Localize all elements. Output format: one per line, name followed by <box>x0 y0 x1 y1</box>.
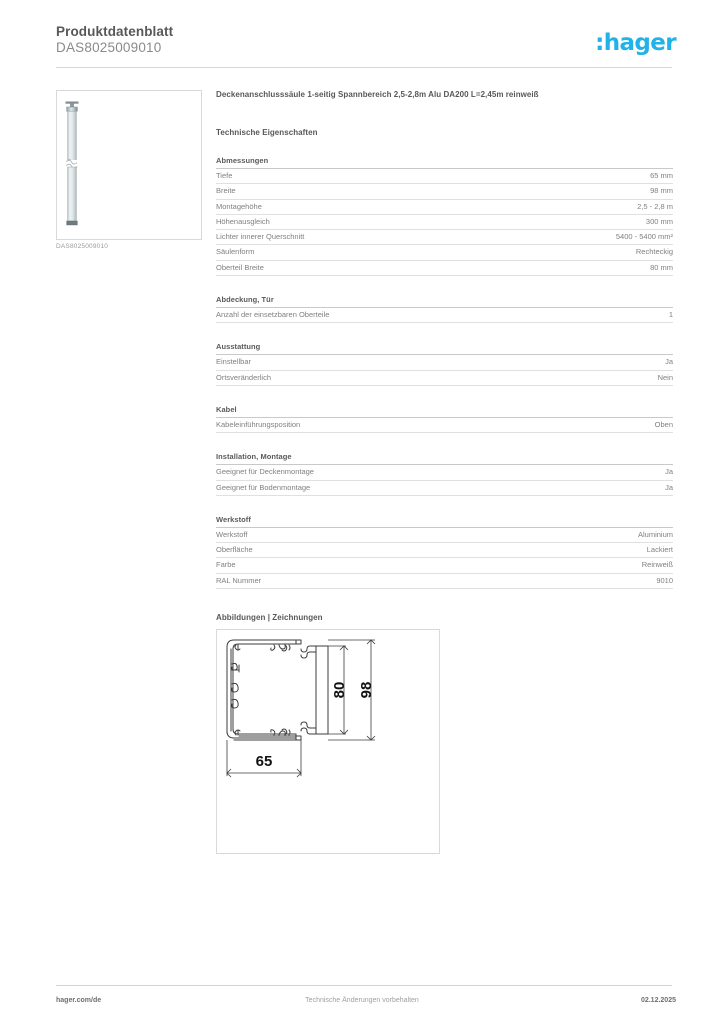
spec-row <box>216 215 673 230</box>
spec-row <box>216 371 673 386</box>
spec-group <box>216 452 673 496</box>
product-image-caption: DAS8025009010 <box>56 243 109 250</box>
main-content <box>216 90 673 854</box>
product-name: Deckenanschlusssäule 1-seitig Spannbereich 2,5-2,8m Alu DA200 L=2,45m reinweiß <box>216 90 539 99</box>
spec-value: 80 mm <box>650 262 673 272</box>
spec-value: Lackiert <box>646 545 673 555</box>
spec-row <box>216 574 673 589</box>
technical-properties-heading: Technische Eigenschaften <box>216 128 318 137</box>
spec-label: Geeignet für Bodenmontage <box>216 482 311 492</box>
spec-label: Tiefe <box>216 171 233 180</box>
spec-row <box>216 245 673 260</box>
spec-row <box>216 418 673 433</box>
spec-value: Rechteckig <box>635 247 673 257</box>
spec-group <box>216 342 673 386</box>
spec-row <box>216 169 673 184</box>
hager-logo: :hager <box>595 30 676 56</box>
spec-value: Ja <box>665 357 673 367</box>
spec-value: 300 mm <box>645 216 673 226</box>
spec-label: Geeignet für Deckenmontage <box>216 467 314 477</box>
footer-date: 02.12.2025 <box>640 997 676 1004</box>
spec-group <box>216 405 673 433</box>
spec-value: Aluminium <box>637 529 673 539</box>
spec-label: Höhenausgleich <box>216 216 270 226</box>
spec-group-title: Ausstattung <box>216 342 673 355</box>
spec-value: Ja <box>665 482 673 492</box>
spec-label: Ortsveränderlich <box>216 372 272 382</box>
spec-label: Montagehöhe <box>216 201 262 211</box>
spec-row <box>216 558 673 573</box>
spec-value: 9010 <box>656 575 673 585</box>
spec-row <box>216 355 673 370</box>
spec-value: 98 mm <box>650 186 673 196</box>
dimension-80-label: 80 <box>331 681 348 699</box>
spec-label: Oberfläche <box>216 545 253 555</box>
spec-group <box>216 156 673 276</box>
spec-group-title: Kabel <box>216 405 673 418</box>
spec-group <box>216 295 673 323</box>
spec-label: Werkstoff <box>216 529 248 539</box>
spec-group-title: Installation, Montage <box>216 452 673 465</box>
spec-row <box>216 481 673 496</box>
spec-label: Anzahl der einsetzbaren Oberteile <box>216 310 330 320</box>
spec-label: Kabeleinführungsposition <box>216 419 301 429</box>
spec-row <box>216 465 673 480</box>
spec-value: 65 mm <box>650 171 673 180</box>
spec-group-title: Abdeckung, Tür <box>216 295 673 308</box>
spec-value: Ja <box>665 467 673 477</box>
spec-label: Oberteil Breite <box>216 262 264 272</box>
spec-value: 1 <box>668 310 673 320</box>
spec-value: Reinweiß <box>641 560 673 570</box>
spec-group-title: Werkstoff <box>216 515 673 528</box>
spec-row <box>216 308 673 323</box>
product-reference: DAS8025009010 <box>56 40 162 55</box>
specification-table <box>216 156 673 589</box>
spec-row <box>216 261 673 276</box>
spec-row <box>216 528 673 543</box>
spec-label: RAL Nummer <box>216 575 262 585</box>
spec-label: Säulenform <box>216 247 255 257</box>
spec-row <box>216 200 673 215</box>
spec-group <box>216 515 673 589</box>
footer-divider <box>56 985 672 986</box>
header-divider <box>56 67 672 68</box>
product-image <box>56 90 202 240</box>
technical-drawing <box>216 629 440 854</box>
spec-row <box>216 230 673 245</box>
drawings-heading: Abbildungen | Zeichnungen <box>216 613 323 623</box>
spec-value: 2,5 - 2,8 m <box>637 201 673 211</box>
spec-label: Farbe <box>216 560 236 570</box>
spec-row <box>216 184 673 199</box>
footer-website[interactable]: hager.com/de <box>56 997 102 1004</box>
dimension-98-label: 98 <box>358 681 375 699</box>
spec-label: Breite <box>216 186 236 196</box>
product-photo-illustration <box>57 91 201 239</box>
cross-section-drawing <box>217 630 439 853</box>
footer-disclaimer: Technische Änderungen vorbehalten <box>305 997 419 1004</box>
spec-label: Lichter innerer Querschnitt <box>216 232 305 242</box>
spec-row <box>216 543 673 558</box>
dimension-65-label: 65 <box>255 753 273 771</box>
page-title: Produktdatenblatt <box>56 24 174 39</box>
page-header <box>0 0 724 68</box>
spec-label: Einstellbar <box>216 357 252 367</box>
spec-value: Nein <box>657 372 673 382</box>
spec-value: Oben <box>654 419 673 429</box>
spec-value: 5400 - 5400 mm² <box>615 232 673 242</box>
spec-group-title: Abmessungen <box>216 156 673 169</box>
